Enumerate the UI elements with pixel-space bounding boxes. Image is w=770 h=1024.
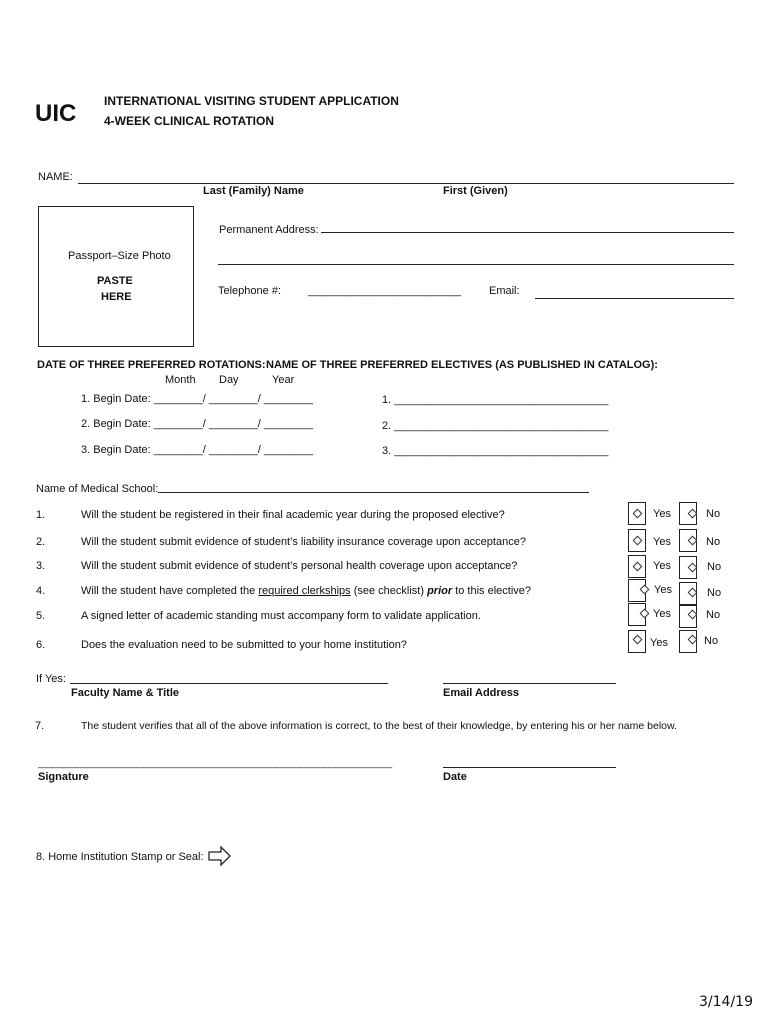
email-label: Email: xyxy=(489,285,520,297)
question-text-2: Will the student submit evidence of student’s liability insurance coverage upon acceptance? xyxy=(81,536,526,548)
question-text-5: A signed letter of academic standing must accompany form to validate application. xyxy=(81,610,481,622)
q5-yes-label: Yes xyxy=(653,608,671,620)
year-label: Year xyxy=(272,374,295,386)
faculty-email-label: Email Address xyxy=(443,687,520,699)
form-subtitle: 4-WEEK CLINICAL ROTATION xyxy=(104,114,274,128)
electives-heading: NAME OF THREE PREFERRED ELECTIVES (AS PUBLISHED IN CATALOG): xyxy=(266,359,658,371)
permanent-address-field-2[interactable] xyxy=(218,264,734,265)
last-name-label: Last (Family) Name xyxy=(203,185,304,197)
rotation-date-1[interactable]: 1. Begin Date: ________/ ________/ ________ xyxy=(81,393,313,405)
question-text-1: Will the student be registered in their final academic year during the proposed elective? xyxy=(81,509,505,521)
medical-school-label: Name of Medical School: xyxy=(36,483,159,495)
question-number-1: 1. xyxy=(36,509,46,521)
question-text-4-start: Will the student have completed the xyxy=(81,585,259,597)
signature-field[interactable]: ___________________________________________________________ xyxy=(38,758,393,769)
telephone-field[interactable]: _________________________ xyxy=(308,285,461,297)
stamp-label: 8. Home Institution Stamp or Seal: xyxy=(36,851,204,863)
email-field[interactable] xyxy=(535,298,734,299)
elective-3[interactable]: 3. ___________________________________ xyxy=(382,445,609,457)
date-field[interactable] xyxy=(443,767,616,768)
question-number-2: 2. xyxy=(36,536,46,548)
logo: UIC xyxy=(35,100,77,127)
if-yes-label: If Yes: xyxy=(36,673,66,685)
arrow-right-icon xyxy=(208,846,232,866)
form-title: INTERNATIONAL VISITING STUDENT APPLICATION xyxy=(104,94,399,108)
rotation-date-2[interactable]: 2. Begin Date: ________/ ________/ ________ xyxy=(81,418,313,430)
faculty-email-field[interactable] xyxy=(443,683,616,684)
first-name-label: First (Given) xyxy=(443,185,508,197)
q2-yes-label: Yes xyxy=(653,536,671,548)
q1-yes-label: Yes xyxy=(653,508,671,520)
question-text-4-end: to this elective? xyxy=(452,585,532,597)
photo-here-label: HERE xyxy=(101,291,132,303)
question-number-6: 6. xyxy=(36,639,46,651)
question-text-6: Does the evaluation need to be submitted to your home institution? xyxy=(81,639,407,651)
photo-caption: Passport–Size Photo xyxy=(68,250,171,262)
rotations-heading: DATE OF THREE PREFERRED ROTATIONS: xyxy=(37,359,266,371)
q1-no-label: No xyxy=(706,508,721,520)
rotation-date-3[interactable]: 3. Begin Date: ________/ ________/ ________ xyxy=(81,444,313,456)
question-text-4-prior: prior xyxy=(427,585,453,597)
telephone-label: Telephone #: xyxy=(218,285,281,297)
month-label: Month xyxy=(165,374,196,386)
question-number-4: 4. xyxy=(36,585,46,597)
q5-no-label: No xyxy=(706,609,721,621)
q3-yes-label: Yes xyxy=(653,560,671,572)
name-label: NAME: xyxy=(38,171,73,183)
verification-number: 7. xyxy=(35,720,45,732)
faculty-name-field[interactable] xyxy=(70,683,388,684)
q2-no-label: No xyxy=(706,536,721,548)
footer-date: 3/14/19 xyxy=(699,994,753,1010)
verification-text: The student verifies that all of the above information is correct, to the best of their knowledge, by entering his or her name below. xyxy=(81,720,677,732)
q4-yes-label: Yes xyxy=(654,584,672,596)
date-label: Date xyxy=(443,771,467,783)
required-clerkships-link[interactable]: required clerkships xyxy=(258,585,351,597)
question-number-5: 5. xyxy=(36,610,46,622)
question-text-4-mid: (see checklist) xyxy=(350,585,428,597)
elective-1[interactable]: 1. ___________________________________ xyxy=(382,394,609,406)
q6-yes-label: Yes xyxy=(650,637,668,649)
q6-no-label: No xyxy=(704,635,719,647)
question-number-3: 3. xyxy=(36,560,46,572)
q4-no-label: No xyxy=(707,587,722,599)
question-text-3: Will the student submit evidence of student’s personal health coverage upon acceptance? xyxy=(81,560,518,572)
q3-no-label: No xyxy=(707,561,722,573)
signature-label: Signature xyxy=(38,771,89,783)
medical-school-field[interactable] xyxy=(158,492,589,493)
photo-paste-label: PASTE xyxy=(97,275,133,287)
permanent-address-label: Permanent Address: xyxy=(219,224,319,236)
day-label: Day xyxy=(219,374,239,386)
name-field[interactable] xyxy=(78,183,734,184)
question-text-4 xyxy=(81,585,531,597)
permanent-address-field[interactable] xyxy=(321,232,734,233)
elective-2[interactable]: 2. ___________________________________ xyxy=(382,420,609,432)
faculty-name-label: Faculty Name & Title xyxy=(71,687,179,699)
